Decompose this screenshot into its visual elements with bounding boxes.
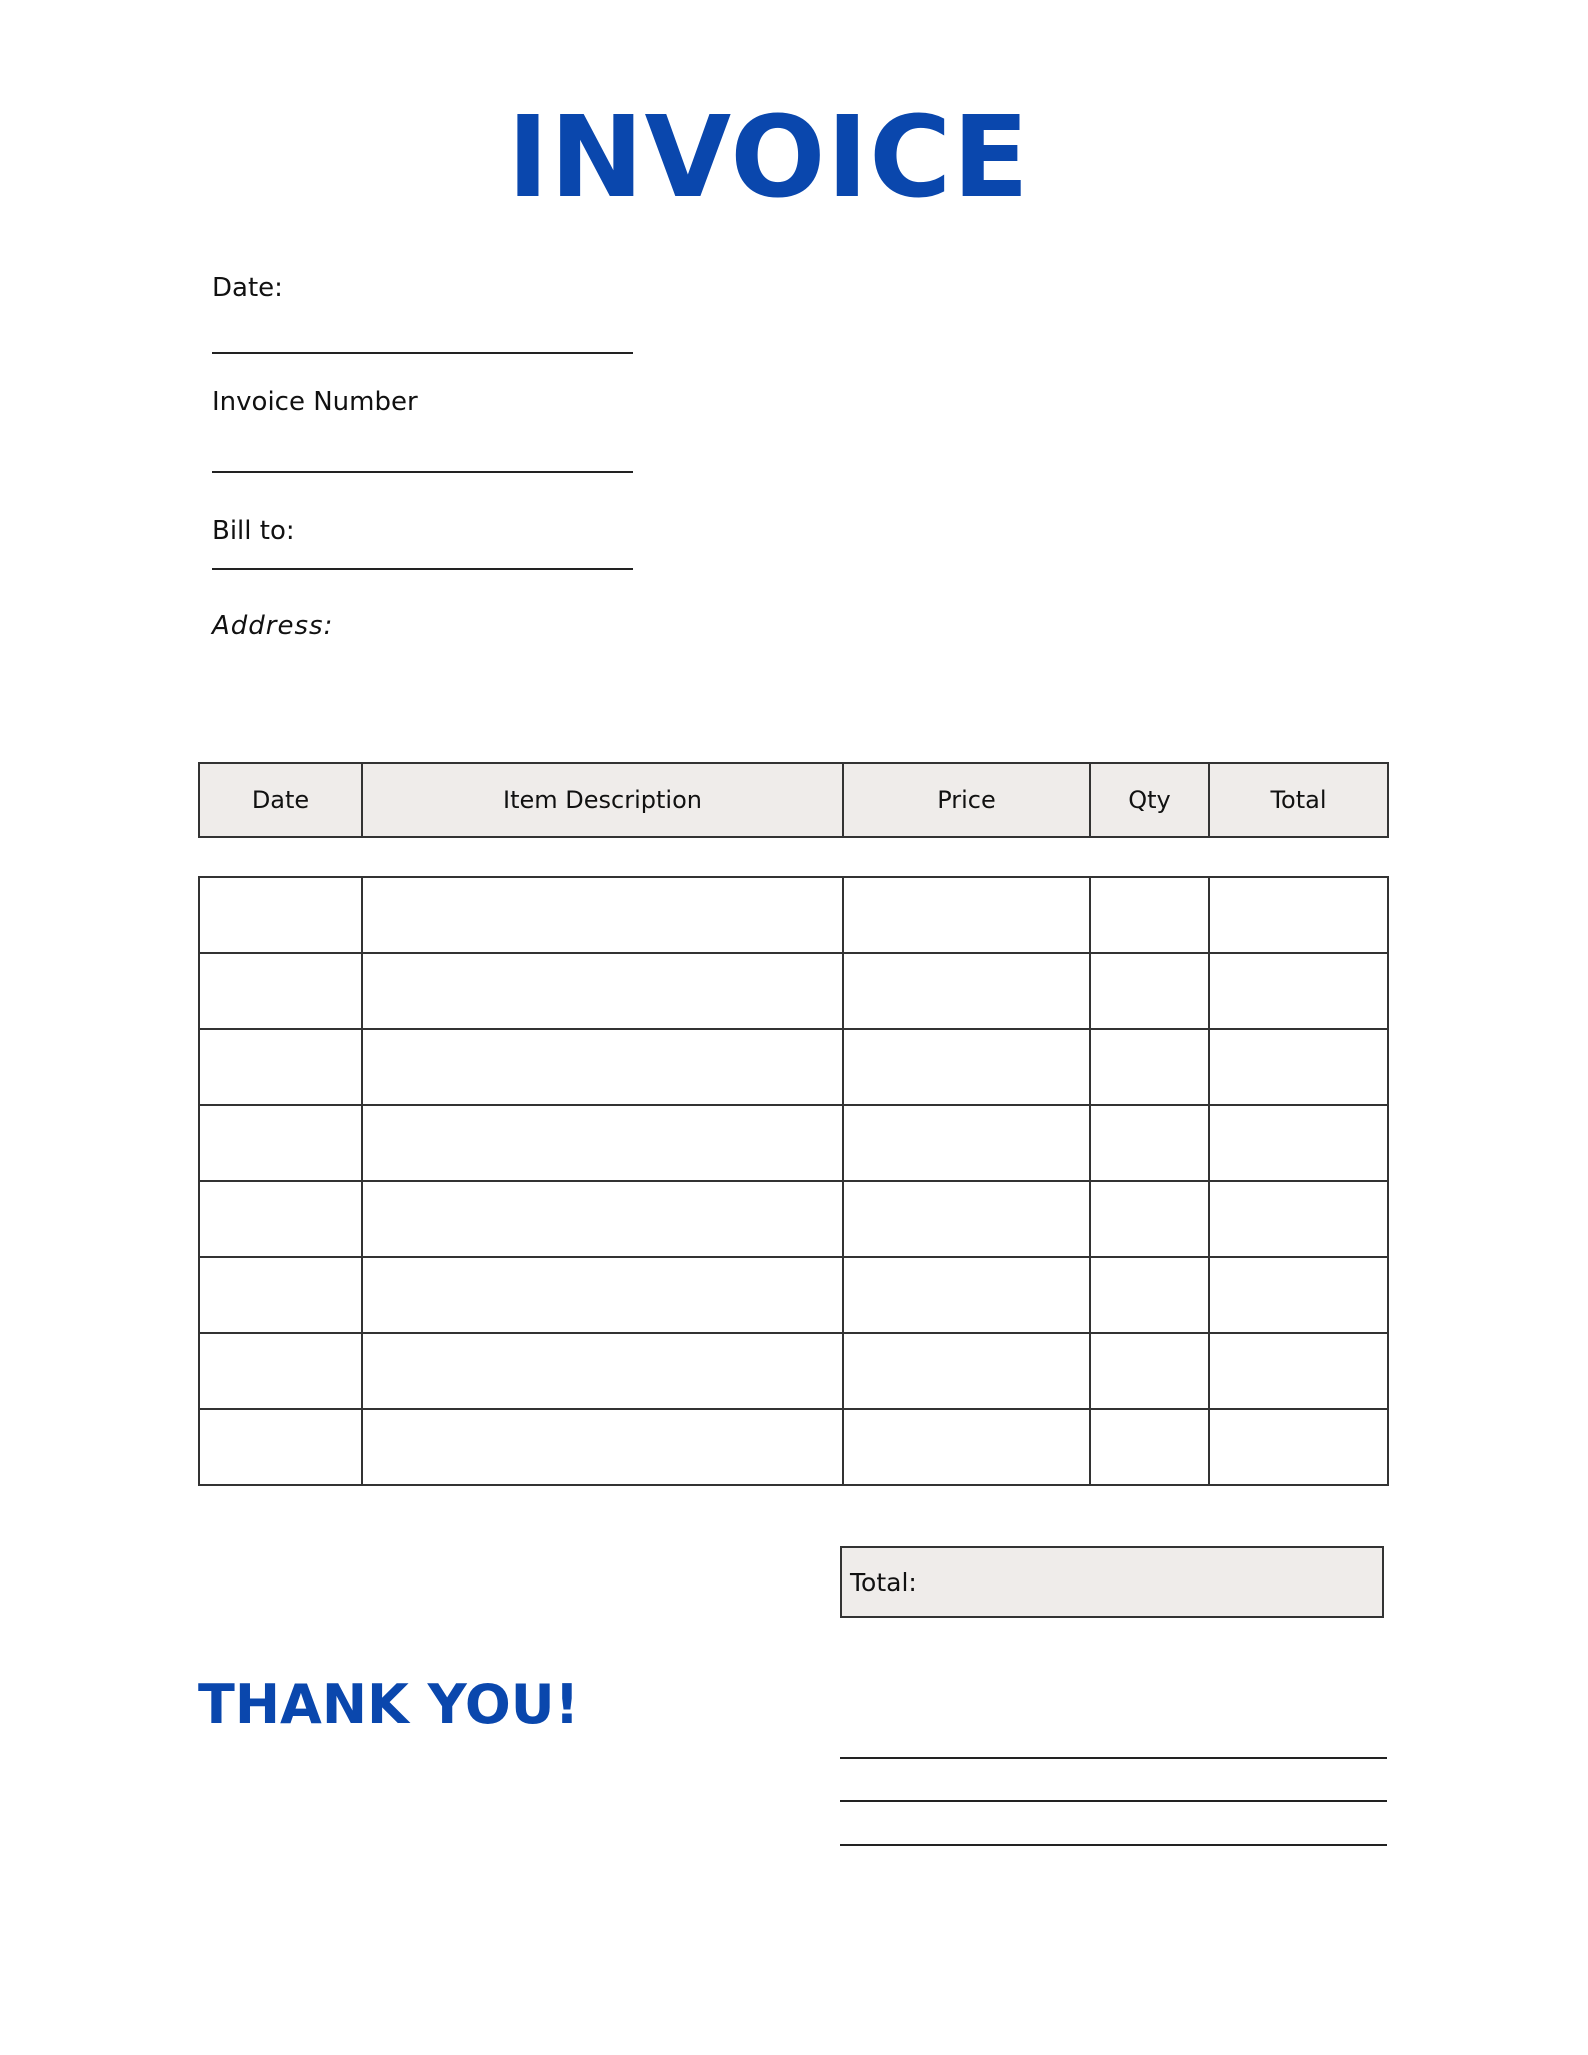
cell-price[interactable] <box>843 877 1090 953</box>
items-header-row <box>199 763 1388 837</box>
cell-price[interactable] <box>843 1409 1090 1485</box>
cell-date[interactable] <box>199 1257 362 1333</box>
table-row <box>199 1181 1388 1257</box>
cell-item-description[interactable] <box>362 877 843 953</box>
header-qty: Qty <box>1090 763 1209 837</box>
cell-qty[interactable] <box>1090 953 1209 1029</box>
cell-price[interactable] <box>843 1257 1090 1333</box>
cell-total[interactable] <box>1209 1409 1388 1485</box>
cell-item-description[interactable] <box>362 953 843 1029</box>
cell-date[interactable] <box>199 1409 362 1485</box>
cell-date[interactable] <box>199 1029 362 1105</box>
cell-price[interactable] <box>843 1105 1090 1181</box>
cell-total[interactable] <box>1209 1181 1388 1257</box>
table-row <box>199 1105 1388 1181</box>
bill-to-field-line[interactable] <box>212 568 633 570</box>
cell-date[interactable] <box>199 1181 362 1257</box>
thank-you-message: THANK YOU! <box>198 1673 580 1736</box>
table-row <box>199 1409 1388 1485</box>
invoice-number-label: Invoice Number <box>212 387 418 417</box>
cell-price[interactable] <box>843 1029 1090 1105</box>
table-row <box>199 1257 1388 1333</box>
cell-total[interactable] <box>1209 1105 1388 1181</box>
header-price: Price <box>843 763 1090 837</box>
table-row <box>199 1333 1388 1409</box>
cell-total[interactable] <box>1209 1333 1388 1409</box>
bill-to-label: Bill to: <box>212 516 295 546</box>
table-row <box>199 877 1388 953</box>
cell-qty[interactable] <box>1090 1257 1209 1333</box>
cell-item-description[interactable] <box>362 1333 843 1409</box>
header-date: Date <box>199 763 362 837</box>
signature-line-2[interactable] <box>840 1800 1387 1802</box>
cell-qty[interactable] <box>1090 1181 1209 1257</box>
invoice-title: INVOICE <box>507 93 1030 223</box>
cell-qty[interactable] <box>1090 1333 1209 1409</box>
cell-item-description[interactable] <box>362 1181 843 1257</box>
items-table <box>198 876 1389 1486</box>
cell-total[interactable] <box>1209 1257 1388 1333</box>
cell-qty[interactable] <box>1090 1105 1209 1181</box>
header-total: Total <box>1209 763 1388 837</box>
signature-line-1[interactable] <box>840 1757 1387 1759</box>
address-label: Address: <box>212 611 334 641</box>
cell-qty[interactable] <box>1090 1029 1209 1105</box>
cell-price[interactable] <box>843 1333 1090 1409</box>
cell-total[interactable] <box>1209 953 1388 1029</box>
cell-item-description[interactable] <box>362 1409 843 1485</box>
table-row <box>199 953 1388 1029</box>
header-item-description: Item Description <box>362 763 843 837</box>
cell-price[interactable] <box>843 1181 1090 1257</box>
cell-item-description[interactable] <box>362 1105 843 1181</box>
grand-total-label: Total: <box>850 1568 917 1597</box>
cell-qty[interactable] <box>1090 877 1209 953</box>
date-field-line[interactable] <box>212 352 633 354</box>
date-label: Date: <box>212 273 283 303</box>
cell-total[interactable] <box>1209 1029 1388 1105</box>
table-row <box>199 1029 1388 1105</box>
cell-item-description[interactable] <box>362 1257 843 1333</box>
grand-total-box[interactable] <box>840 1546 1384 1618</box>
cell-qty[interactable] <box>1090 1409 1209 1485</box>
cell-total[interactable] <box>1209 877 1388 953</box>
cell-date[interactable] <box>199 953 362 1029</box>
cell-date[interactable] <box>199 1105 362 1181</box>
cell-date[interactable] <box>199 1333 362 1409</box>
cell-item-description[interactable] <box>362 1029 843 1105</box>
invoice-number-field-line[interactable] <box>212 471 633 473</box>
items-header-table <box>198 762 1389 838</box>
cell-price[interactable] <box>843 953 1090 1029</box>
signature-line-3[interactable] <box>840 1844 1387 1846</box>
cell-date[interactable] <box>199 877 362 953</box>
